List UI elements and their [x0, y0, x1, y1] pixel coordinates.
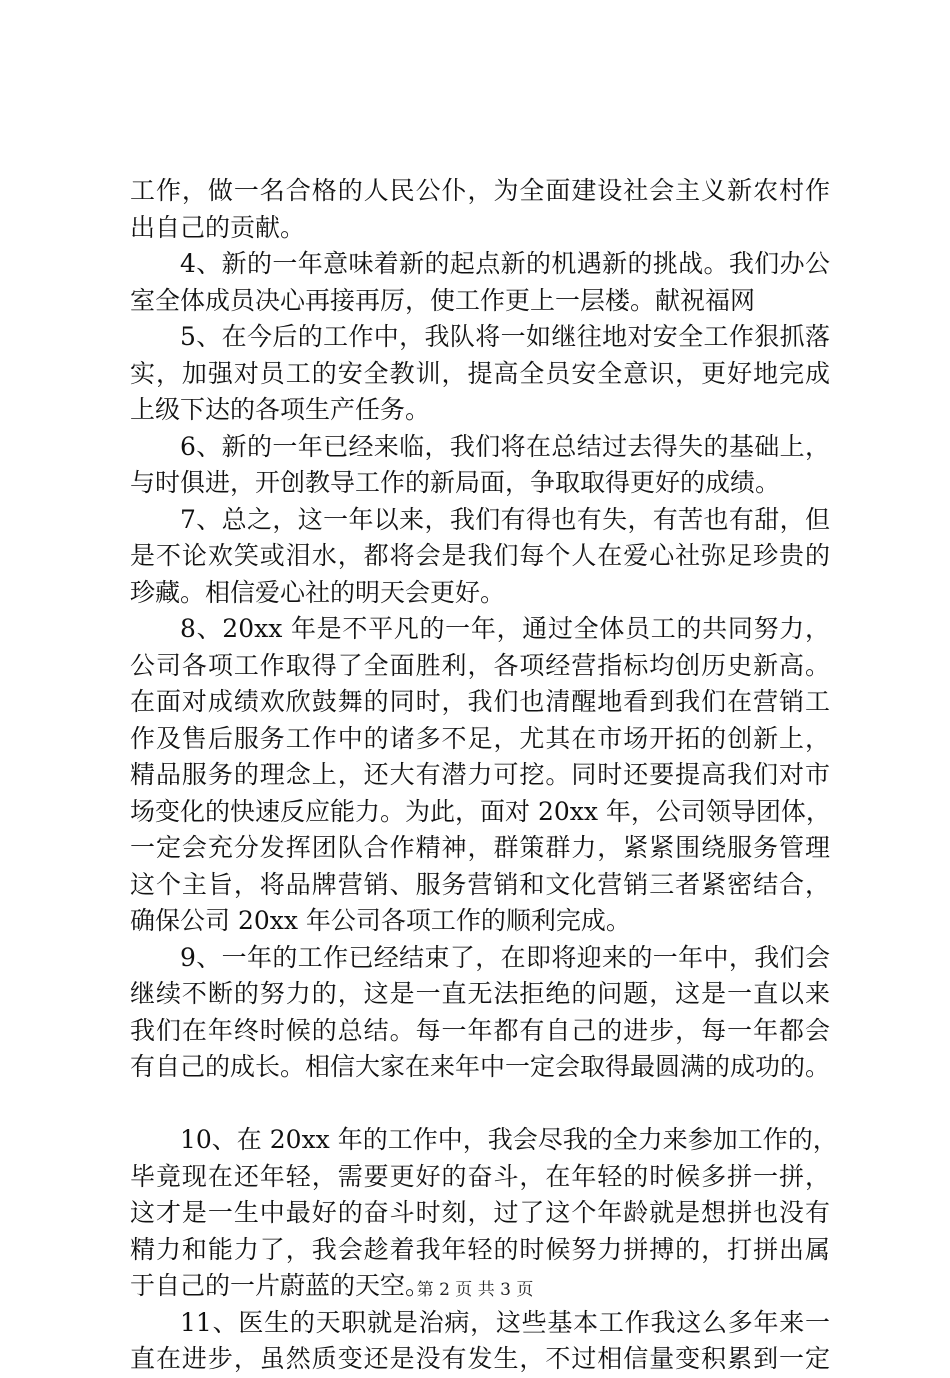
- document-body: [130, 173, 838, 1378]
- text-line: 我们在年终时候的总结。每一年都有自己的进步，每一年都会: [130, 1015, 830, 1045]
- page-footer: 第 2 页 共 3 页: [416, 1280, 534, 1300]
- text-line: 出自己的贡献。: [130, 212, 306, 242]
- text-line: 与时俱进，开创教导工作的新局面，争取取得更好的成绩。: [130, 468, 781, 497]
- text-line: 工作，做一名合格的人民公仆，为全面建设社会主义新农村作: [130, 176, 830, 205]
- text-line: 5、在今后的工作中，我队将一如继往地对安全工作狠抓落: [180, 322, 830, 351]
- text-line: 作及售后服务工作中的诸多不足，尤其在市场开拓的创新上，: [130, 723, 830, 753]
- text-line: 精品服务的理念上，还大有潜力可挖。同时还要提高我们对市: [130, 760, 830, 789]
- text-line: 于自己的一片蔚蓝的天空。: [130, 1271, 431, 1300]
- text-line: 室全体成员决心再接再厉，使工作更上一层楼。献祝福网: [130, 285, 756, 315]
- text-line: 在面对成绩欢欣鼓舞的同时，我们也清醒地看到我们在营销工: [130, 687, 830, 716]
- text-line: 这个主旨，将品牌营销、服务营销和文化营销三者紧密结合，: [130, 869, 830, 899]
- text-line: 继续不断的努力的，这是一直无法拒绝的问题，这是一直以来: [130, 979, 830, 1008]
- text-line: 有自己的成长。相信大家在来年中一定会取得最圆满的成功的。: [130, 1052, 831, 1081]
- text-line: 7、总之，这一年以来，我们有得也有失，有苦也有甜，但: [180, 504, 830, 534]
- text-line: 这才是一生中最好的奋斗时刻，过了这个年龄就是想拼也没有: [130, 1198, 830, 1227]
- text-line: 确保公司 20xx 年公司各项工作的顺利完成。: [130, 906, 631, 935]
- text-line: 毕竟现在还年轻，需要更好的奋斗，在年轻的时候多拼一拼，: [130, 1161, 830, 1191]
- text-line: 是不论欢笑或泪水，都将会是我们每个人在爱心社弥足珍贵的: [130, 541, 830, 570]
- text-line: 上级下达的各项生产任务。: [130, 395, 431, 424]
- text-line: 一定会充分发挥团队合作精神，群策群力，紧紧围绕服务管理: [130, 833, 830, 862]
- text-line: 8、20xx 年是不平凡的一年，通过全体员工的共同努力，: [180, 614, 830, 643]
- blank-line: [130, 1086, 830, 1123]
- text-line: 10、在 20xx 年的工作中，我会尽我的全力来参加工作的，: [180, 1125, 838, 1154]
- text-line: 珍藏。相信爱心社的明天会更好。: [130, 577, 506, 607]
- text-line: 11、医生的天职就是治病，这些基本工作我这么多年来一: [180, 1307, 830, 1337]
- text-line: 公司各项工作取得了全面胜利，各项经营指标均创历史新高。: [130, 650, 830, 680]
- text-line: 4、新的一年意味着新的起点新的机遇新的挑战。我们办公: [180, 249, 830, 278]
- text-line: 场变化的快速反应能力。为此，面对 20xx 年，公司领导团体，: [130, 796, 831, 826]
- text-line: 实，加强对员工的安全教训，提高全员安全意识，更好地完成: [130, 358, 830, 388]
- text-line: 直在进步，虽然质变还是没有发生，不过相信量变积累到一定: [130, 1344, 830, 1373]
- text-line: 精力和能力了，我会趁着我年轻的时候努力拼搏的，打拼出属: [130, 1234, 830, 1264]
- text-line: 6、新的一年已经来临，我们将在总结过去得失的基础上，: [180, 431, 830, 461]
- text-line: 9、一年的工作已经结束了，在即将迎来的一年中，我们会: [180, 942, 830, 972]
